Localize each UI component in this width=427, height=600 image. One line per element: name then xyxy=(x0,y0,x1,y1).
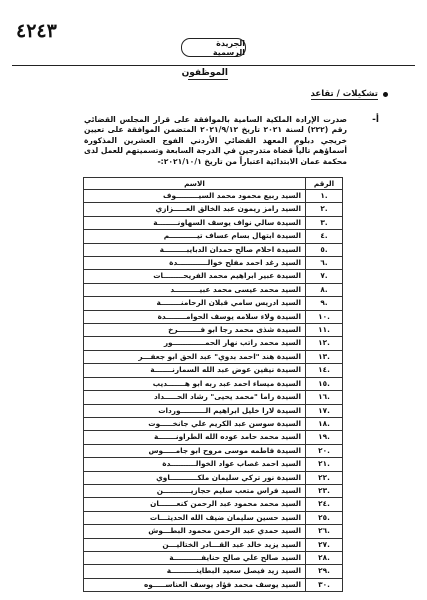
row-name: السيدة فاطمه موسى مروح ابو جامـــــوس xyxy=(84,444,306,457)
section-title: الموظفون xyxy=(181,68,228,78)
table-row xyxy=(84,498,343,511)
row-name: السيد ادريس سامي قبلان الرحامنــــــــة xyxy=(84,297,306,310)
row-number: .٣ xyxy=(306,216,343,229)
row-number: .١١ xyxy=(306,324,343,337)
table-row xyxy=(84,324,343,337)
row-name: السيد زيد فيصل سعيد البطاينــــــــــة xyxy=(84,565,306,578)
row-name: السيد محمد راتب نهار الحمـــــــــــــور xyxy=(84,337,306,350)
gazette-label: الجريدة الرسمية xyxy=(181,38,246,57)
row-number: .٢٩ xyxy=(306,565,343,578)
table-row xyxy=(84,310,343,323)
row-number: .٢٥ xyxy=(306,511,343,524)
table-row xyxy=(84,257,343,270)
row-number: .٢٨ xyxy=(306,551,343,564)
table-row xyxy=(84,391,343,404)
row-number: .٩ xyxy=(306,297,343,310)
row-name: السيد احمد غصاب عواد الخوالــــــــــدة xyxy=(84,458,306,471)
row-number: .٨ xyxy=(306,283,343,296)
row-number: .١٥ xyxy=(306,377,343,390)
row-number: .١٨ xyxy=(306,417,343,430)
row-name: السيد محمد عيسى محمد عبيــــــــــد xyxy=(84,283,306,296)
row-number: .١٦ xyxy=(306,391,343,404)
row-name: السيدة سوسن عبد الكريم علي جانخـــــوت xyxy=(84,417,306,430)
row-number: .١٠ xyxy=(306,310,343,323)
table-row xyxy=(84,551,343,564)
row-number: .١٣ xyxy=(306,350,343,363)
row-number: .٧ xyxy=(306,270,343,283)
row-name: السيدة ابتهال بسام عساف تيـــــــــــم xyxy=(84,230,306,243)
row-name: السيدة سالي نواف يوسف السهاونــــــــة xyxy=(84,216,306,229)
table-row xyxy=(84,417,343,430)
table-row xyxy=(84,458,343,471)
table-row xyxy=(84,511,343,524)
table-row xyxy=(84,243,343,256)
appointees-table xyxy=(83,177,343,592)
row-name: السيدة ميساء احمد عبد ربه ابو هـــــــديب xyxy=(84,377,306,390)
row-name: السيد يوسف محمد فؤاد يوسف العناســـــوه xyxy=(84,578,306,591)
row-number: .٢ xyxy=(306,203,343,216)
table-row xyxy=(84,471,343,484)
row-name: السيد يزيد خالد عبد القـــادر الختاليـــن xyxy=(84,538,306,551)
row-number: .٥ xyxy=(306,243,343,256)
row-number: .٢٢ xyxy=(306,471,343,484)
table-row xyxy=(84,404,343,417)
table-row xyxy=(84,538,343,551)
row-number: .٣٠ xyxy=(306,578,343,591)
table-row xyxy=(84,230,343,243)
table-row xyxy=(84,364,343,377)
row-name: السيد حمدي عبد الرحمن محمود البطـــوش xyxy=(84,525,306,538)
row-number: .١ xyxy=(306,190,343,203)
row-number: .٢٠ xyxy=(306,444,343,457)
row-number: .١٧ xyxy=(306,404,343,417)
decision-paragraph: صدرت الإرادة الملكية السامية بالموافقة على قرار المجلس القضائي رقم (٢٢٢) لسنة ٢٠٢١ تاريخ ٢٠٢١/٩/١٢ المتضمن الموافقة على تعيين خريجي دبلوم المعهد القضائي الأردني الفوج العشرين المذكورة أسماؤهم تالياً قضاة متدرجين في الدرجة السابعة وتسميتهم للعمل لدى محكمة عمان الابتدائية اعتباراً من تاريخ ٢٠٢١/١٠/١:- xyxy=(84,115,347,166)
header-divider xyxy=(12,65,415,66)
row-name: السيدة نور تركي سليمان ملكـــــــــــاوي xyxy=(84,471,306,484)
table-row xyxy=(84,337,343,350)
row-name: السيدة ولاء سلامه يوسف الحوامــــــــدة xyxy=(84,310,306,323)
paragraph-letter: أ- xyxy=(372,115,379,125)
header-name: الاسم xyxy=(84,178,306,190)
row-name: السيد صالح علي صالح حنايفـــــــــــة xyxy=(84,551,306,564)
row-number: .٦ xyxy=(306,257,343,270)
table-row xyxy=(84,203,343,216)
table-row xyxy=(84,297,343,310)
row-name: السيدة عبير ابراهيم محمد الفريحــــــــات xyxy=(84,270,306,283)
row-number: .١٢ xyxy=(306,337,343,350)
row-name: السيدة هند "احمد بدوي" عبد الحق ابو جعفـــر xyxy=(84,350,306,363)
table-row xyxy=(84,484,343,497)
row-number: .٢٣ xyxy=(306,484,343,497)
page-number: ٤٢٤٣ xyxy=(16,20,57,42)
table-row xyxy=(84,190,343,203)
row-name: السيد رامز ريمون عبد الخالق العـــــزازي xyxy=(84,203,306,216)
row-name: السيد حسين سليمان ضيف الله الحديثـــات xyxy=(84,511,306,524)
table-row xyxy=(84,283,343,296)
row-name: السيد محمد حامد عوده الله الطراونـــــــة xyxy=(84,431,306,444)
table-row xyxy=(84,444,343,457)
table-row xyxy=(84,350,343,363)
table-header-row xyxy=(84,178,343,190)
row-name: السيدة راما "محمد يحيى" رشاد الحـــــداد xyxy=(84,391,306,404)
row-number: .٤ xyxy=(306,230,343,243)
row-name: السيد رغد احمد مفلح خوالــــــــــــدة xyxy=(84,257,306,270)
row-name: السيدة لارا خليل ابراهيم الــــــــــوردات xyxy=(84,404,306,417)
table-row xyxy=(84,377,343,390)
section-subtitle xyxy=(311,89,389,100)
row-number: .٢٧ xyxy=(306,538,343,551)
subtitle-text: تشكيلات / تقاعد xyxy=(310,89,378,99)
row-number: .١٩ xyxy=(306,431,343,444)
table-row xyxy=(84,578,343,591)
header-number: الرقم xyxy=(306,178,343,190)
bullet-icon xyxy=(383,92,388,97)
row-number: .٢٤ xyxy=(306,498,343,511)
row-name: السيدة احلام صالح حمدان الدبايبـــــــــة xyxy=(84,243,306,256)
row-name: السيد محمد محمود عبد الرحمن كنعـــــــان xyxy=(84,498,306,511)
row-name: السيدة شذى محمد رجا ابو فـــــــــرخ xyxy=(84,324,306,337)
table-row xyxy=(84,216,343,229)
table-row xyxy=(84,525,343,538)
row-number: .٢١ xyxy=(306,458,343,471)
table-row xyxy=(84,270,343,283)
row-number: .١٤ xyxy=(306,364,343,377)
table-row xyxy=(84,431,343,444)
row-number: .٢٦ xyxy=(306,525,343,538)
row-name: السيدة نيفين عوض عبد الله السمارنـــــــة xyxy=(84,364,306,377)
row-name: السيد ربيع محمود محمد السيـــــــــوف xyxy=(84,190,306,203)
table-row xyxy=(84,565,343,578)
row-name: السيد فراس متعب سليم حجازيـــــــــــن xyxy=(84,484,306,497)
